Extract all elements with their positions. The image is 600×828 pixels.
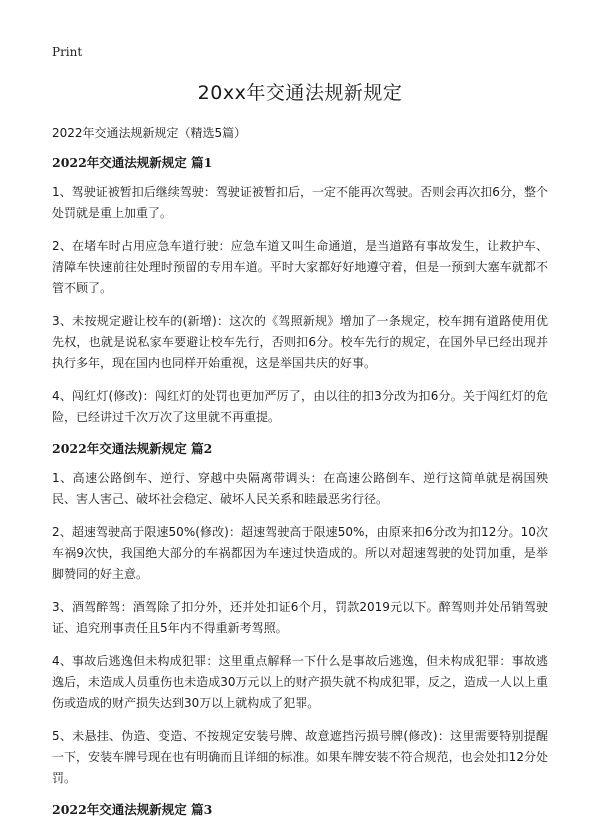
section-heading: 2022年交通法规新规定 篇2: [52, 441, 213, 456]
section-heading: 2022年交通法规新规定 篇1: [52, 155, 213, 170]
document-subtitle: 2022年交通法规新规定（精选5篇）: [52, 126, 247, 140]
print-link[interactable]: Print: [52, 45, 83, 59]
paragraph: 5、未悬挂、伪造、变造、不按规定安装号牌、故意遮挡污损号牌(修改)：这里需要特别提醒一下，安装车牌号现在也有明确而且详细的标准。如果车牌安装不符合规范，也会处扣12分处罚。: [52, 729, 548, 785]
paragraph: 2、在堵车时占用应急车道行驶：应急车道又叫生命通道，是当道路有事故发生，让救护车、清障车快速前往处理时预留的专用车道。平时大家都好好地遵守着，但是一预到大塞车就都不管不顾了。: [52, 239, 548, 295]
paragraph: 1、高速公路倒车、逆行、穿越中央隔离带调头：在高速公路倒车、逆行这简单就是祸国殃民、害人害己、破坏社会稳定、破坏人民关系和睦最恶劣行径。: [52, 471, 548, 506]
paragraph: 3、未按规定避让校车的(新增)：这次的《驾照新规》增加了一条规定，校车拥有道路使用优先权，也就是说私家车要避让校车先行，否则扣6分。校车先行的规定，在国外早已经出现并执行多年，现在国内也同样开始重视，这是举国共庆的好事。: [52, 314, 548, 370]
section-heading: 2022年交通法规新规定 篇3: [52, 802, 213, 817]
paragraph: 1、驾驶证被暂扣后继续驾驶：驾驶证被暂扣后，一定不能再次驾驶。否则会再次扣6分，整个处罚就是重上加重了。: [52, 185, 548, 220]
paragraph: 2、超速驾驶高于限速50%(修改)：超速驾驶高于限速50%，由原来扣6分改为扣12分。10次车祸9次快，我国绝大部分的车祸都因为车速过快造成的。所以对超速驾驶的处罚加重，是举脚赞同的好主意。: [52, 525, 548, 581]
paragraph: 3、酒驾醉驾：酒驾除了扣分外，还并处扣证6个月，罚款2019元以下。醉驾则并处吊销驾驶证、追究刑事责任且5年内不得重新考驾照。: [52, 600, 548, 635]
paragraph: 4、事故后逃逸但未构成犯罪：这里重点解释一下什么是事故后逃逸，但未构成犯罪：事故逃逸后，未造成人员重伤也未造成30万元以上的财产损失就不构成犯罪，反之，造成一人以上重伤或造成的财产损失达到30万以上就构成了犯罪。: [52, 654, 548, 710]
paragraph: 4、闯红灯(修改)：闯红灯的处罚也更加严厉了，由以往的扣3分改为扣6分。关于闯红灯的危险，已经讲过千次万次了这里就不再重提。: [52, 389, 548, 424]
page-title: 20xx年交通法规新规定: [197, 82, 403, 104]
